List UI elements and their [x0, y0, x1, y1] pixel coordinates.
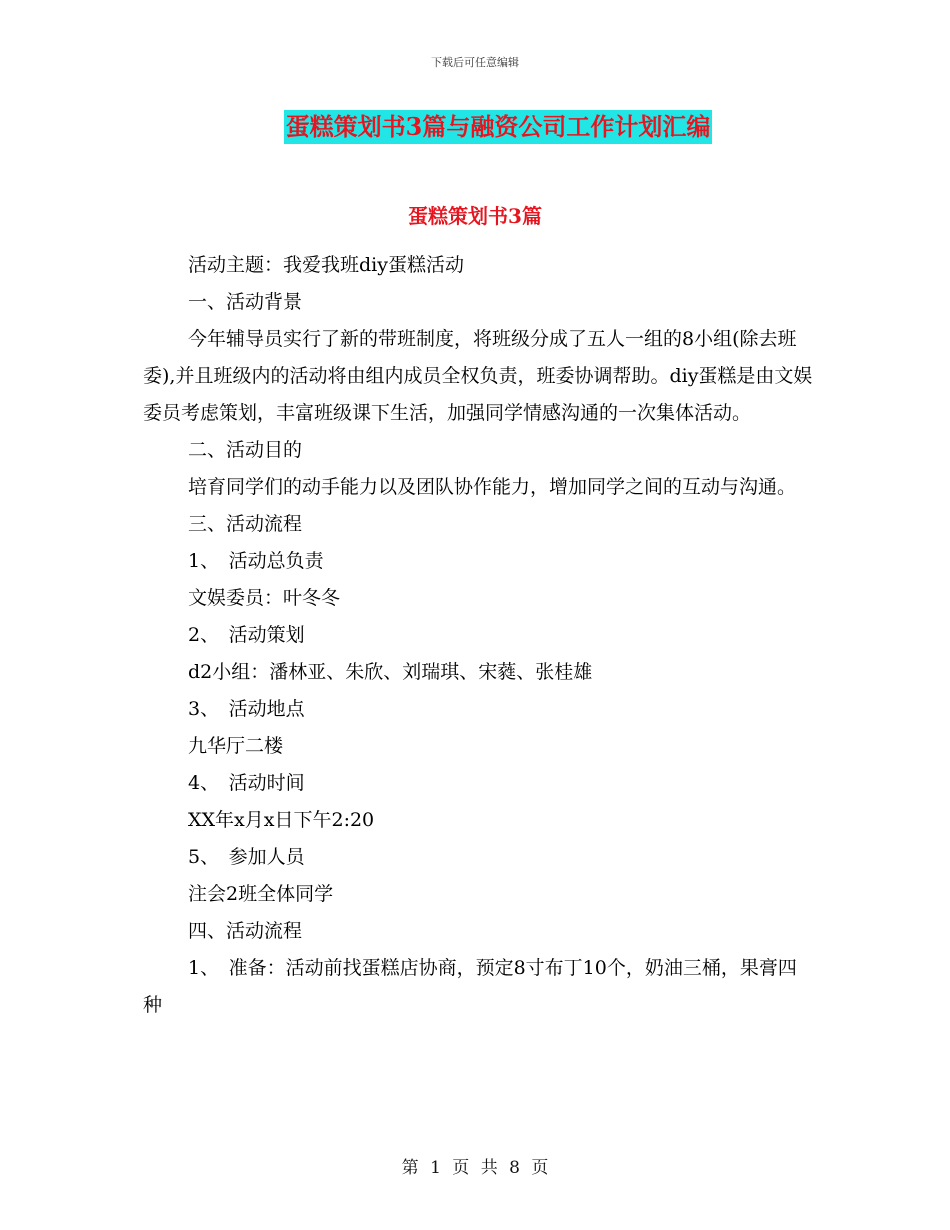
list-item-participants-heading: 5、 参加人员 [188, 846, 305, 868]
list-item-planning-heading: 2、 活动策划 [188, 624, 305, 646]
main-title: 蛋糕策划书3篇与融资公司工作计划汇编 [284, 110, 713, 144]
heading-purpose: 二、活动目的 [188, 439, 303, 461]
list-item-location-heading: 3、 活动地点 [188, 698, 305, 720]
heading-process: 三、活动流程 [188, 513, 303, 535]
list-item-leader-heading: 1、 活动总负责 [188, 550, 324, 572]
paragraph-activity-theme: 活动主题：我爱我班diy蛋糕活动 [188, 254, 464, 276]
main-title-container [0, 110, 950, 144]
sub-title: 蛋糕策划书3篇 [408, 204, 542, 228]
list-item-time-heading: 4、 活动时间 [188, 772, 305, 794]
header-note: 下载后可任意编辑 [431, 56, 519, 69]
paragraph-purpose: 培育同学们的动手能力以及团队协作能力，增加同学之间的互动与沟通。 [188, 476, 797, 498]
list-item-time: XX年x月x日下午2:20 [188, 809, 375, 831]
page-footer: 第 1 页 共 8 页 [401, 1158, 549, 1178]
list-item-preparation: 1、 准备：活动前找蛋糕店协商，预定8寸布丁10个，奶油三桶，果膏四种 [143, 957, 797, 1016]
heading-background: 一、活动背景 [188, 291, 303, 313]
list-item-participants: 注会2班全体同学 [188, 883, 334, 905]
list-item-leader: 文娱委员：叶冬冬 [188, 587, 341, 609]
list-item-location: 九华厅二楼 [188, 735, 284, 757]
heading-process-2: 四、活动流程 [188, 920, 303, 942]
document-body [143, 247, 813, 1024]
list-item-planning: d2小组：潘林亚、朱欣、刘瑞琪、宋蕤、张桂雄 [188, 661, 593, 683]
paragraph-background: 今年辅导员实行了新的带班制度，将班级分成了五人一组的8小组(除去班委),并且班级内的活动将由组内成员全权负责，班委协调帮助。diy蛋糕是由文娱委员考虑策划，丰富班级课下生活，加强同学情感沟通的一次集体活动。 [143, 328, 813, 424]
